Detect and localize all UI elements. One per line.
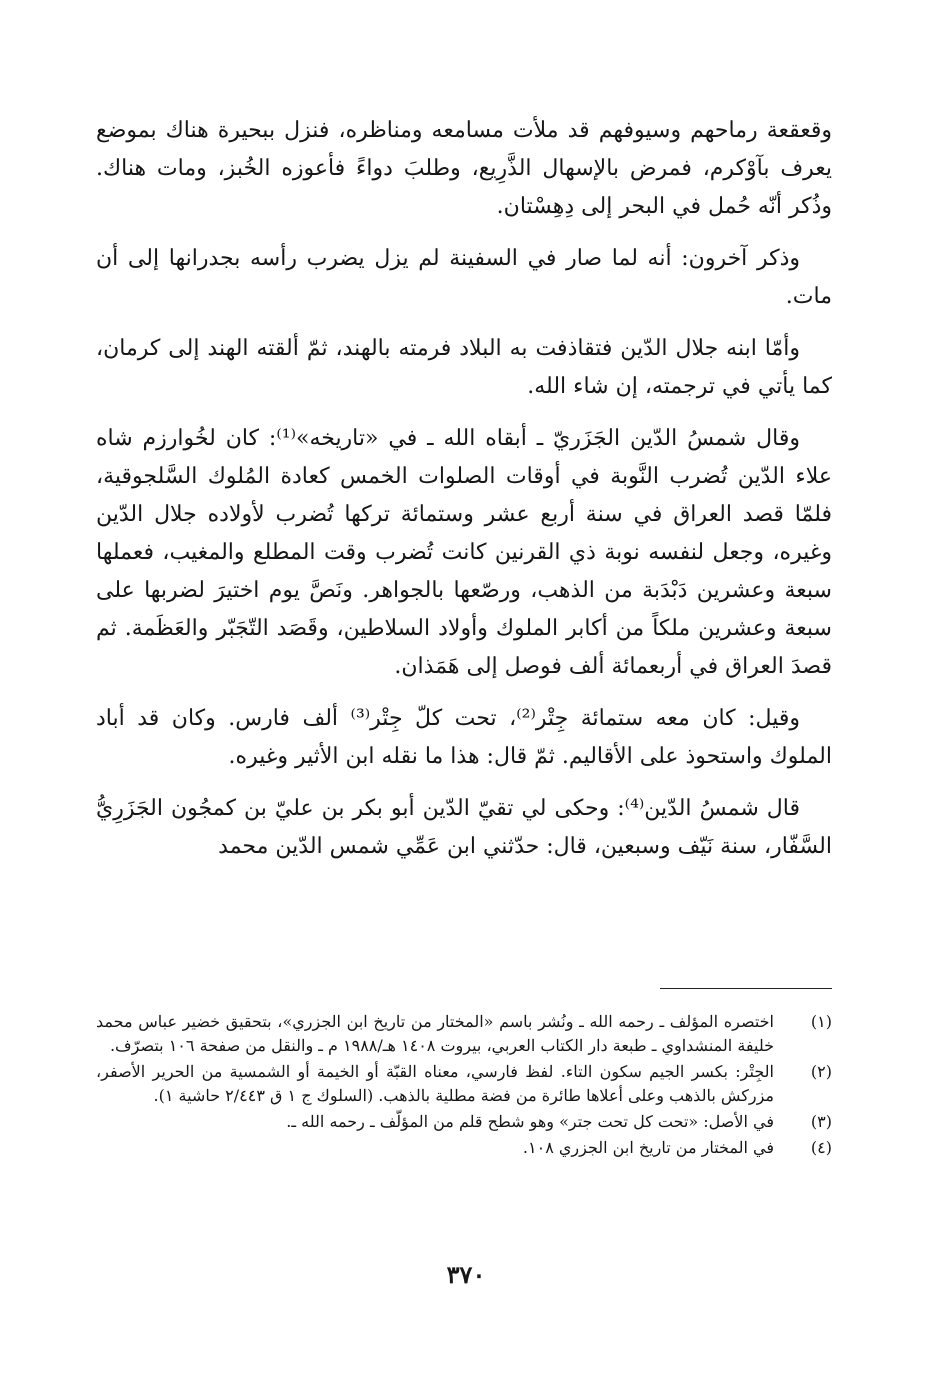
footnote-text: في الأصل: «تحت كل تحت جتر» وهو شطح قلم من المؤلّف ـ رحمه الله ـ. xyxy=(286,1112,774,1131)
footnote-number: (١) xyxy=(810,1012,832,1031)
footnote-text: الجِتْر: بكسر الجيم سكون التاء. لفظ فارسي، معناه القبّة أو الخيمة أو الشمسية من الحرير الأصفر، مزركش بالذهب وعلى أعلاها طائرة من فضة مطلية بالذهب. (السلوك ج ١ ق ٢/٤٤٣ حاشية ١). xyxy=(96,1062,774,1105)
page-number: ٣٧٠ xyxy=(446,1260,486,1289)
paragraph-2: وذكر آخرون: أنه لما صار في السفينة لم يزل يضرب رأسه بجدرانها إلى أن مات. xyxy=(96,246,832,309)
footnote-2 xyxy=(96,1060,832,1108)
paragraph-1: وقعقعة رماحهم وسيوفهم قد ملأت مسامعه ومناظره، فنزل ببحيرة هناك بموضع يعرف بآوْكرم، فمرض بالإسهال الذَّرِيع، وطلبَ دواءً فأعوزه الخُبز، ومات هناك. وذُكر أنّه حُمل في البحر إلى دِهِسْتان. xyxy=(96,118,832,219)
footnote-number: (٤) xyxy=(810,1138,832,1157)
main-text xyxy=(96,112,832,880)
paragraph-4: وقال شمسُ الدّين الجَزَريّ ـ أبقاه الله ـ في «تاريخه»⁽¹⁾: كان لخُوارزم شاه علاء الدّين تُضرب النَّوبة في أوقات الصلوات الخمس كعادة المُلوك السَّلجوقية، فلمّا قصد العراق في سنة أربع عشر وستمائة تركها تُضرب لأولاده جلال الدّين وغيره، وجعل لنفسه نوبة ذي القرنين كانت تُضرب وقت المطلع والمغيب، فعملها سبعة وعشرين دَبْدَبة من الذهب، ورصّعها بالجواهر. ونَصَّ يوم اختيرَ لضربها على سبعة وعشرين ملكاً من أكابر الملوك وأولاد السلاطين، وقَصَد التّجَبّر والعَظَمة. ثم قصدَ العراق في أربعمائة ألف فوصل إلى هَمَذان. xyxy=(96,426,832,679)
footnote-number: (٣) xyxy=(810,1112,832,1131)
footnote-text: اختصره المؤلف ـ رحمه الله ـ ونُشر باسم «المختار من تاريخ ابن الجزري»، بتحقيق خضير عباس محمد خليفة المنشداوي ـ طبعة دار الكتاب العربي، بيروت ١٤٠٨ هـ/١٩٨٨ م ـ والنقل من صفحة ١٠٦ بتصرّف. xyxy=(96,1012,774,1055)
footnotes xyxy=(96,1010,832,1162)
footnote-text: في المختار من تاريخ ابن الجزري ١٠٨. xyxy=(522,1138,774,1157)
footnote-divider xyxy=(660,988,832,989)
footnote-4 xyxy=(96,1136,832,1160)
footnote-1 xyxy=(96,1010,832,1058)
paragraph-3: وأمّا ابنه جلال الدّين فتقاذفت به البلاد فرمته بالهند، ثمّ ألقته الهند إلى كرمان، كما يأتي في ترجمته، إن شاء الله. xyxy=(96,336,832,399)
footnote-3 xyxy=(96,1110,832,1134)
paragraph-6: قال شمسُ الدّين⁽⁴⁾: وحكى لي تقيّ الدّين أبو بكر بن عليّ بن كمجُون الجَزَرِيُّ السَّفّار، سنة نَيّف وسبعين، قال: حدّثني ابن عَمِّي شمس الدّين محمد xyxy=(96,796,832,859)
paragraph-5: وقيل: كان معه ستمائة جِتْر⁽²⁾، تحت كلّ جِتْر⁽³⁾ ألف فارس. وكان قد أباد الملوك واستحوذ على الأقاليم. ثمّ قال: هذا ما نقله ابن الأثير وغيره. xyxy=(96,706,832,769)
footnote-number: (٢) xyxy=(810,1062,832,1081)
